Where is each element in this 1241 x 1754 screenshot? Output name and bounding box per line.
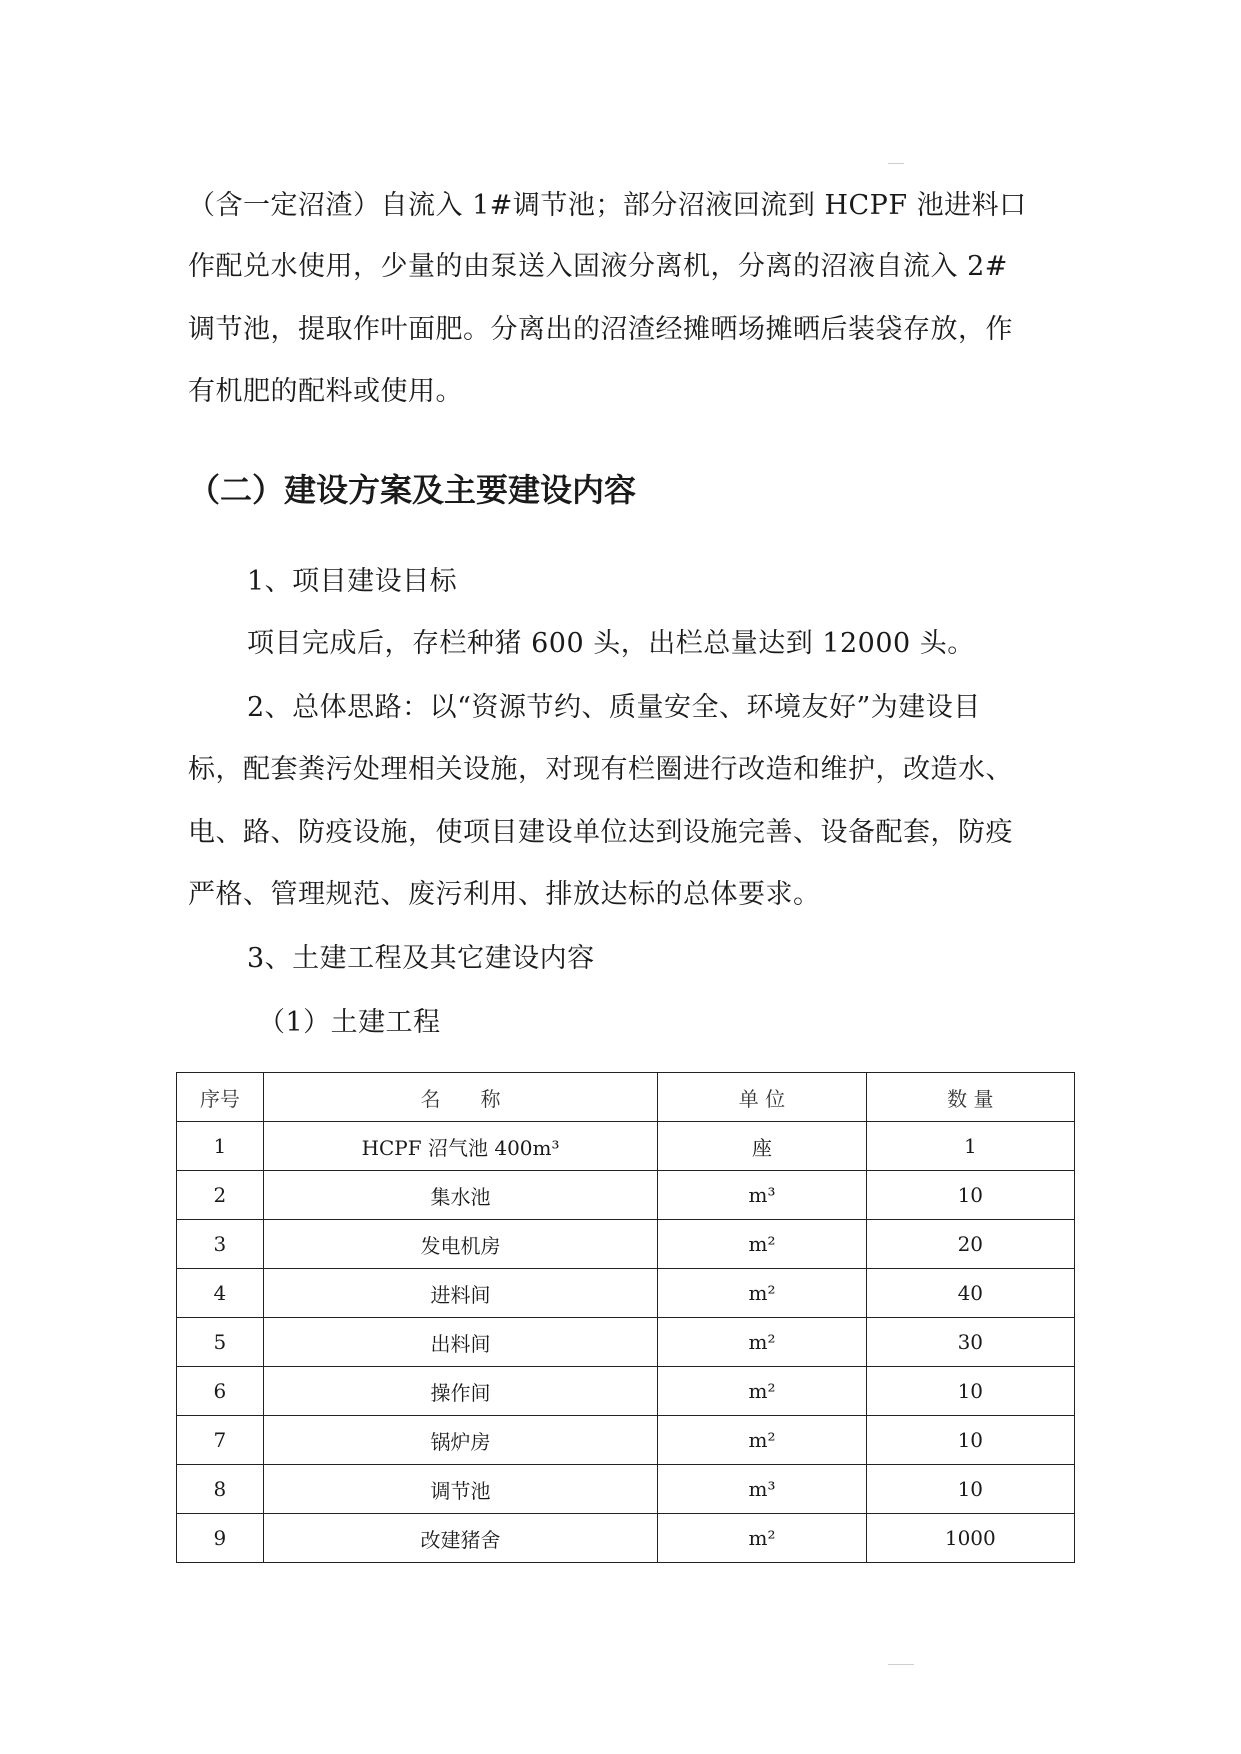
cell-name: 出料间 [263,1318,658,1367]
cell-quantity: 10 [866,1171,1074,1220]
cell-serial: 6 [177,1367,264,1416]
scan-mark-top [888,163,904,164]
item3-title: 3、土建工程及其它建设内容 [247,943,595,974]
cell-serial: 9 [177,1514,264,1563]
cell-name: 发电机房 [263,1220,658,1269]
cell-quantity: 1000 [866,1514,1074,1563]
cell-name: 集水池 [263,1171,658,1220]
cell-serial: 7 [177,1416,264,1465]
cell-quantity: 10 [866,1367,1074,1416]
cell-quantity: 30 [866,1318,1074,1367]
table-row [177,1367,1075,1416]
construction-table [176,1072,1075,1563]
cell-unit: m² [658,1269,866,1318]
item1-body: 项目完成后，存栏种猪 600 头，出栏总量达到 12000 头。 [247,628,975,659]
item2-line: 2、总体思路：以“资源节约、质量安全、环境友好”为建设目 [247,692,981,723]
cell-serial: 4 [177,1269,264,1318]
cell-quantity: 1 [866,1122,1074,1171]
table-row [177,1416,1075,1465]
table-row [177,1122,1075,1171]
item2-line: 严格、管理规范、废污利用、排放达标的总体要求。 [188,879,821,910]
paragraph-line: （含一定沼渣）自流入 1#调节池；部分沼液回流到 HCPF 池进料口 [188,190,1027,221]
cell-serial: 3 [177,1220,264,1269]
cell-quantity: 10 [866,1416,1074,1465]
cell-name: 进料间 [263,1269,658,1318]
item2-line: 标，配套粪污处理相关设施，对现有栏圈进行改造和维护，改造水、 [188,754,1013,785]
cell-serial: 1 [177,1122,264,1171]
cell-unit: m² [658,1318,866,1367]
table-body [177,1122,1075,1563]
cell-name: 操作间 [263,1367,658,1416]
table-row [177,1514,1075,1563]
header-serial: 序号 [177,1073,264,1122]
cell-serial: 2 [177,1171,264,1220]
cell-quantity: 40 [866,1269,1074,1318]
cell-unit: 座 [658,1122,866,1171]
cell-name: HCPF 沼气池 400m³ [263,1122,658,1171]
table-header-row [177,1073,1075,1122]
cell-name: 改建猪舍 [263,1514,658,1563]
cell-unit: m³ [658,1465,866,1514]
table-row [177,1269,1075,1318]
table-row [177,1171,1075,1220]
cell-unit: m² [658,1220,866,1269]
scan-mark-bottom [888,1664,914,1665]
section-heading: （二）建设方案及主要建设内容 [188,471,637,509]
item2-line: 电、路、防疫设施，使项目建设单位达到设施完善、设备配套，防疫 [188,817,1013,848]
cell-serial: 5 [177,1318,264,1367]
header-quantity: 数 量 [866,1073,1074,1122]
cell-name: 调节池 [263,1465,658,1514]
item3-subtitle: （1）土建工程 [258,1007,441,1038]
cell-unit: m² [658,1514,866,1563]
table-row [177,1220,1075,1269]
cell-quantity: 20 [866,1220,1074,1269]
cell-unit: m² [658,1416,866,1465]
paragraph-line: 有机肥的配料或使用。 [188,376,463,407]
table-row [177,1465,1075,1514]
header-unit: 单 位 [658,1073,866,1122]
cell-name: 锅炉房 [263,1416,658,1465]
paragraph-line: 作配兑水使用，少量的由泵送入固液分离机，分离的沼液自流入 2# [188,251,1008,282]
cell-quantity: 10 [866,1465,1074,1514]
table-row [177,1318,1075,1367]
cell-unit: m² [658,1367,866,1416]
cell-serial: 8 [177,1465,264,1514]
header-name: 名 称 [263,1073,658,1122]
cell-unit: m³ [658,1171,866,1220]
paragraph-line: 调节池，提取作叶面肥。分离出的沼渣经摊晒场摊晒后装袋存放，作 [188,314,1013,345]
item1-title: 1、项目建设目标 [247,566,458,597]
